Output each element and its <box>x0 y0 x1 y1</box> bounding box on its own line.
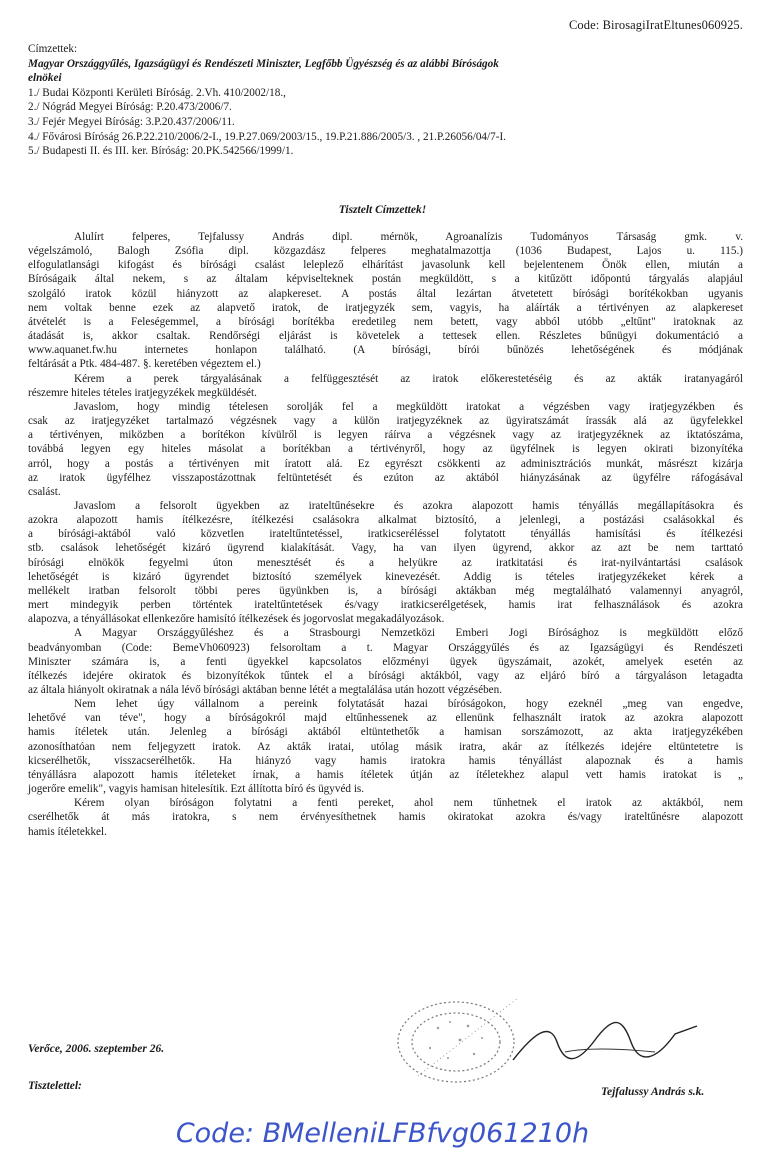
paragraph-line: továbbá legyen egy hiteles másolat a borítékban a tértivényről, hogy az ügyfélnek is legyen okirati bizonyítéka <box>28 443 743 456</box>
paragraph-line: az általa hiányolt okiratnak a nála lévő bírósági aktában benne létét a megtalálása után hozott végzésében. <box>28 684 503 696</box>
court-item-2: 2./ Nógrád Megyei Bíróság: P.20.473/2006/7. <box>28 101 232 114</box>
court-item-3: 3./ Fejér Megyei Bíróság: 3.P.20.437/2006/11. <box>28 115 235 128</box>
paragraph-line: azonosíthatóan nem feljegyzett iratok. Az akták iratai, utólag másik iratra, akár az ítélkezés idejére eltüntetetre is <box>28 740 743 753</box>
paragraph-line: Kérem olyan bíróságon folytatni a fenti pereket, ahol nem tűnhetnek el iratok az aktákból, nem <box>74 797 743 810</box>
signer-name: Tejfalussy András s.k. <box>601 1086 705 1098</box>
paragraph-6 <box>28 697 743 796</box>
paragraph-line: az iratok ügyfélhez visszapostázottnak feltüntetését és ezúton az aktából hiányzásának az ügyfélre ráfogásával <box>28 471 743 484</box>
paragraph-5 <box>28 626 743 697</box>
paragraph-line: Bíróságaik által nekem, s az általam képviselteknek postán megküldött, s a kitűzött időpontú tárgyalás alapjául <box>28 273 743 286</box>
paragraph-line: a tértivényen, miközben a borítékon kívülről is legyen ráírva a végzésnek vagy az iratjegyzéknek az iktatószáma, <box>28 429 743 442</box>
paragraph-line: cserélhetők át más iratokra, s nem érvényesíthetnek hamis okiratokat azokra és/vagy irateltűnésre alapozott <box>28 811 743 824</box>
paragraph-line: alapozva, a tényállásokat ellenkezőre hamisító ítélkezések és jogorvoslat megakadályozások. <box>28 613 445 626</box>
paragraph-line: elfogulatlansági kifogást és bírósági csalást leleplező elhárítást javasolunk kell bejelentenem Önök ellen, miután a <box>28 259 743 272</box>
paragraph-line: csak az iratjegyzéket tartalmazó végzésnek vagy a külön iratjegyzéknek az ügyiratszámát írassák alá az ügyfelekkel <box>28 415 743 428</box>
paragraph-line: bírósági elnökök fegyelmi úton menesztését és a helyükre az iratkitatási és irat-nyilvántartási csalások <box>28 556 743 569</box>
paragraph-line: kicserélhetők, visszacserélhetők. Ha hiányzó vagy hamis iratokra hamis tényállást alapoznak és a hamis <box>28 754 743 767</box>
court-item-1: 1./ Budai Központi Kerületi Bíróság. 2.Vh. 410/2002/18., <box>28 86 286 99</box>
paragraph-line: feltárását a Ptk. 484-487. §. keretében végeztem el.) <box>28 358 261 371</box>
paragraph-line: Nem lehet úgy vállalnom a pereink folytatását hazai bíróságokon, hogy ezeknél „meg van engedve, <box>74 698 743 711</box>
paragraph-line: mellékelt iratban felsorolt többi peres ügyünkben is, a bírósági aktákban még megtalálható valamennyi anyagról, <box>28 584 743 597</box>
paragraph-line: hamis ítéletekkel. <box>28 825 107 838</box>
paragraph-line: tényállásra alapozott hamis ítéleteket írnak, a hamis ítéletek útján az ítéletekhez alapul vett hamis iratokat is „ <box>28 768 743 781</box>
paragraph-7 <box>28 796 743 838</box>
paragraph-line: arról, hogy a postás a tértivényen mit íratott alá. Ez egyrészt csökkenti az adminisztrációs munkát, másrészt kizárja <box>28 457 743 470</box>
paragraph-line: Kérem a perek tárgyalásának a felfüggesztését az iratok előkerestetéséig és az akták iratanyagáról <box>74 372 743 385</box>
paragraph-line: www.aquanet.fw.hu internetes honlapon található. (A bírósági, bírói bűnözés lehetőségének és módjának <box>28 344 743 357</box>
paragraph-line: Alulírt felperes, Tejfalussy András dipl. mérnök, Agroanalízis Tudományos Társaság gmk. v. <box>74 231 743 243</box>
paragraph-4 <box>28 499 743 626</box>
handwritten-signature-icon <box>505 1012 705 1072</box>
paragraph-line: Miniszter számára is, a fenti ügyekkel kapcsolatos előzményi ügyek ügyszámait, azokét, amelyek esetén az <box>28 655 743 668</box>
letter-body <box>28 230 743 839</box>
paragraph-line: nem voltak benne ezek az alapvető iratok, de iratjegyzék sem, vagyis, ha aláírták a tértivényen az alapkereset <box>28 301 743 314</box>
paragraph-line: lehetőségét is kizáró ügyrendet biztosító személyek kinevezését. Addig is tételes iratjegyzékeket kérek a <box>28 570 743 583</box>
greeting: Tisztelt Címzettek! <box>338 204 427 216</box>
letter-closing: Tisztelettel: <box>28 1080 82 1092</box>
recipients-intro-line-1: Magyar Országgyűlés, Igazságügyi és Rendészeti Miniszter, Legfőbb Ügyészség és az alábbi Bíróságok <box>28 57 499 70</box>
court-item-5: 5./ Budapesti II. és III. ker. Bíróság: 20.PK.542566/1999/1. <box>28 145 294 158</box>
paragraph-line: azokra alapozott hamis ítélkezésre, ítélkezési csalásokra alkalmat biztosító, a jelenlegi, a postázási csalásokkal és <box>28 514 743 527</box>
recipients-label: Címzettek: <box>28 43 78 55</box>
document-code-header: Code: BirosagiIratEltunes060925. <box>568 18 743 32</box>
paragraph-line: beadványomban (Code: BemeVh060923) felsoroltam a t. Magyar Országgyűlés és az Igazságügyi és Rendészeti <box>28 641 743 654</box>
paragraph-line: lehetővé van téve", hogy a bíróságokról majd eltűnhessenek az ellenünk felhasznált iratok az azokra alapozott <box>28 712 743 725</box>
paragraph-line: Javaslom a felsorolt ügyekben az irateltűnésekre és azokra alapozott hamis tényállás megállapításokra és <box>74 499 743 512</box>
paragraph-line: stb. csalások lehetőségét kizáró ügyrend kialakítását. Vagy, ha van ilyen ügyrend, akkor az azt be nem tarttató <box>28 542 743 555</box>
paragraph-line: szolgáló iratok közül hiányzott az alapkereset. A postás által lezártan átvetetett bírósági borítékokban ugyanis <box>28 287 743 300</box>
paragraph-line: A Magyar Országgyűléshez és a Strasbourgi Nemzetközi Emberi Jogi Bírósághoz is megküldött előző <box>74 627 743 640</box>
paragraph-line: a bírósági-aktából való közvetlen irateltűntetéssel, iratkicseréléssel folytatott tényállás hamisítási és ítélkezési <box>28 528 743 541</box>
paragraph-3 <box>28 400 743 499</box>
document-code-footer: Code: BMelleniLFBfvg061210h <box>175 1118 590 1149</box>
recipients-intro-line-2: elnökei <box>28 72 62 85</box>
paragraph-2 <box>28 372 743 400</box>
paragraph-line: ítélkezés idejére okiratok és bizonyítékok tűntek el a bírósági aktákból, vagy az eljáró bíró a tárgyaláson letagadta <box>28 669 743 682</box>
court-item-4: 4./ Fővárosi Bíróság 26.P.22.210/2006/2-I., 19.P.27.069/2003/15., 19.P.21.886/2005/3. , 21.P.26056/04/7-I. <box>28 130 506 143</box>
paragraph-line: átadását is, akkor csaltak. Rendőrségi eljárást is követelek a tettesek ellen. Részletes bűnügyi dokumentáció a <box>28 330 743 343</box>
paragraph-line: jogerőre emelik", vagyis hamisan hitelesítik. Ezt állította bíró és ügyvéd is. <box>28 783 365 796</box>
recipients-block <box>28 42 743 159</box>
paragraph-line: átvételét is a Feleségemmel, a bírósági borítékba eredetileg nem betett, vagy abból utóbb „eltűnt" iratoknak az <box>28 315 743 328</box>
paragraph-line: részemre hiteles tételes iratjegyzékek megküldését. <box>28 386 257 399</box>
letter-date: Verőce, 2006. szeptember 26. <box>28 1043 165 1055</box>
paragraph-line: hamis ítéletek után. Jelenleg a bírósági aktából eltüntethetők a hamisan sorszámozott, az akta iratjegyzékében <box>28 726 743 739</box>
paragraph-1 <box>28 230 743 372</box>
paragraph-line: Javaslom, hogy mindig tételesen sorolják fel a megküldött iratokat a végzésben vagy iratjegyzékben és <box>74 400 743 413</box>
paragraph-line: csalást. <box>28 485 61 498</box>
paragraph-line: mert mindegyik perben történtek irateltűntetések és/vagy iratkicserélgetések, hamis irat felhasználások és azokra <box>28 599 743 612</box>
paragraph-line: végelszámoló, Balogh Zsófia dipl. közgazdász felperes meghatalmazottja (1036 Budapest, Lajos u. 115.) <box>28 245 743 258</box>
